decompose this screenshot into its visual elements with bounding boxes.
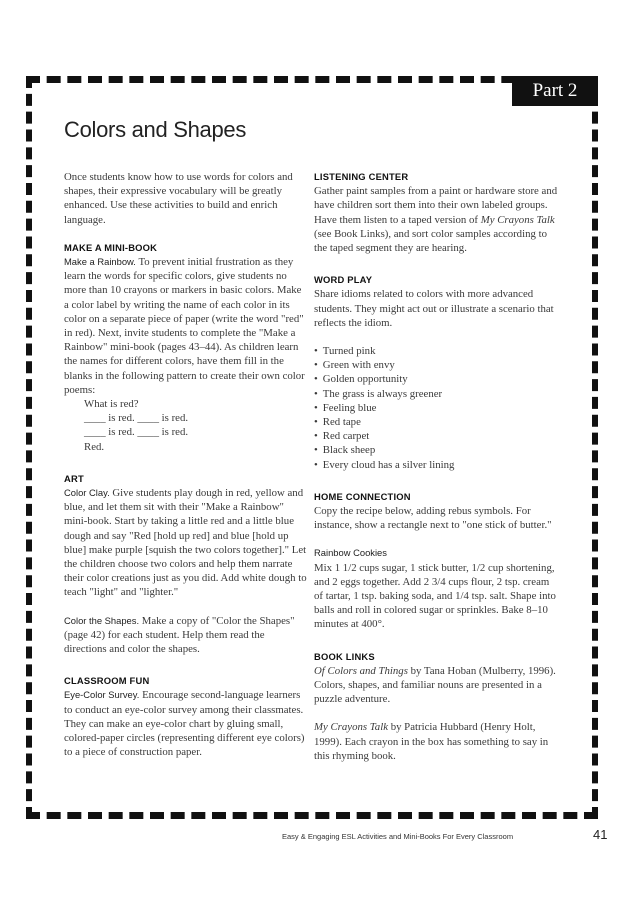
footer-text: Easy & Engaging ESL Activities and Mini-Books For Every Classroom: [282, 832, 514, 841]
list-item: • Every cloud has a silver lining: [314, 458, 558, 472]
list-item: • Black sheep: [314, 443, 558, 457]
color-poem: [64, 397, 308, 454]
recipe-paragraph: Mix 1 1/2 cups sugar, 1 stick butter, 1/2 cup shortening, and 2 eggs together. Add 2 3/4 cups flour, 2 tsp. cream of tartar, 1 tsp. baking soda, and 1/4 tsp. salt. Shape into balls and roll in colored sugar or sprinkles. Bake 8–10 minutes at 400°.: [314, 561, 556, 631]
poem-line: What is red?: [84, 398, 139, 411]
mini-book-paragraph: [64, 255, 308, 397]
book-2-details: by Patricia Hubbard (Henry Holt, 1999). Each crayon in the box has something to say in this rhyming book.: [314, 721, 549, 762]
listening-heading: LISTENING CENTER: [314, 171, 409, 182]
color-clay-paragraph: [64, 486, 308, 600]
poem-line: ____ is red. ____ is red.: [84, 412, 189, 425]
listening-body-b: (see Book Links), and sort color samples according to the taped segment they are hearing.: [314, 227, 547, 255]
poem-line: ____ is red. ____ is red.: [84, 426, 189, 439]
idiom-list: [314, 344, 558, 472]
list-item: • Golden opportunity: [314, 372, 558, 386]
home-connection-paragraph: Copy the recipe below, adding rebus symbols. For instance, show a rectangle next to "one stick of butter.": [314, 504, 552, 532]
listening-body-a: Gather paint samples from a paint or hardware store and have children sort them into their own labeled groups. Have them listen to a taped version of: [314, 185, 558, 226]
mini-book-body: To prevent initial frustration as they learn the words for specific colors, give students no more than 10 crayons or markers in basic colors. Make a color label by writing the name of each color in its color on a separate piece of paper (write the word "red" in red). Next, invite students to complete the "Make a Rainbow" mini-book (pages 43–44). As children learn the names for different colors, have them fill in the blanks in the following pattern to create their own color poems:: [64, 256, 305, 396]
listening-paragraph: [314, 184, 558, 255]
listening-book-title: My Crayons Talk: [480, 213, 555, 226]
art-heading: ART: [64, 472, 84, 484]
list-item: • Turned pink: [314, 344, 558, 358]
book-1-details: by Tana Hoban (Mulberry, 1996). Colors, shapes, and familiar nouns are presented in a puzzle adventure.: [314, 664, 556, 706]
color-shapes-paragraph: [64, 614, 308, 657]
right-column: [314, 170, 558, 763]
list-item: • Feeling blue: [314, 401, 558, 415]
book-1-title: Of Colors and Things: [314, 664, 408, 677]
part-label: Part 2: [512, 76, 598, 106]
color-shapes-lead: Color the Shapes.: [64, 614, 140, 626]
color-clay-lead: Color Clay.: [64, 487, 110, 498]
list-item: • Red tape: [314, 415, 558, 429]
color-clay-body: Give students play dough in red, yellow and blue, and let them sit with their "Make a Rainbow" mini-book. Start by taking a little red and a little blue dough and say "Red [hold up red] and blue [hold up blue] make purple [squish the two colors together]." Let the children choose two colors and help them narrate their color creations just as you did. Add white dough to teach "light" and "lighter.": [64, 487, 307, 599]
list-item: • Red carpet: [314, 429, 558, 443]
page-number: 41: [593, 827, 608, 842]
recipe-title: Rainbow Cookies: [314, 547, 387, 559]
color-shapes-body: Make a copy of "Color the Shapes" (page 42) for each student. Help them read the directions and color the shapes.: [64, 614, 295, 656]
book-links-heading: BOOK LINKS: [314, 650, 375, 662]
book-2-title: My Crayons Talk: [314, 721, 388, 734]
list-item: • Green with envy: [314, 358, 558, 372]
home-connection-heading: HOME CONNECTION: [314, 490, 411, 502]
eye-color-body: Encourage second-language learners to conduct an eye-color survey among their classmates. They can make an eye-color chart by gluing small, colored-paper circles (representing different eye colors) to a piece of construction paper.: [64, 689, 305, 759]
eye-color-paragraph: [64, 688, 308, 759]
classroom-fun-heading: CLASSROOM FUN: [64, 675, 150, 687]
page-title: Colors and Shapes: [64, 117, 247, 142]
word-play-heading: WORD PLAY: [314, 274, 373, 286]
intro-paragraph: Once students know how to use words for colors and shapes, their expressive vocabulary will be greatly enhanced. Use these activities to build and enrich language.: [64, 171, 293, 226]
eye-color-lead: Eye-Color Survey.: [64, 689, 140, 701]
poem-line: Red.: [84, 440, 105, 453]
mini-book-heading: MAKE A MINI-BOOK: [64, 241, 158, 253]
mini-book-lead: Make a Rainbow.: [64, 256, 136, 268]
book-link-2: [314, 720, 558, 763]
list-item: • The grass is always greener: [314, 387, 558, 401]
book-link-1: [314, 664, 558, 707]
word-play-paragraph: Share idioms related to colors with more advanced students. They might act out or illustrate a scenario that reflects the idiom.: [314, 288, 554, 329]
left-column: [64, 170, 308, 759]
